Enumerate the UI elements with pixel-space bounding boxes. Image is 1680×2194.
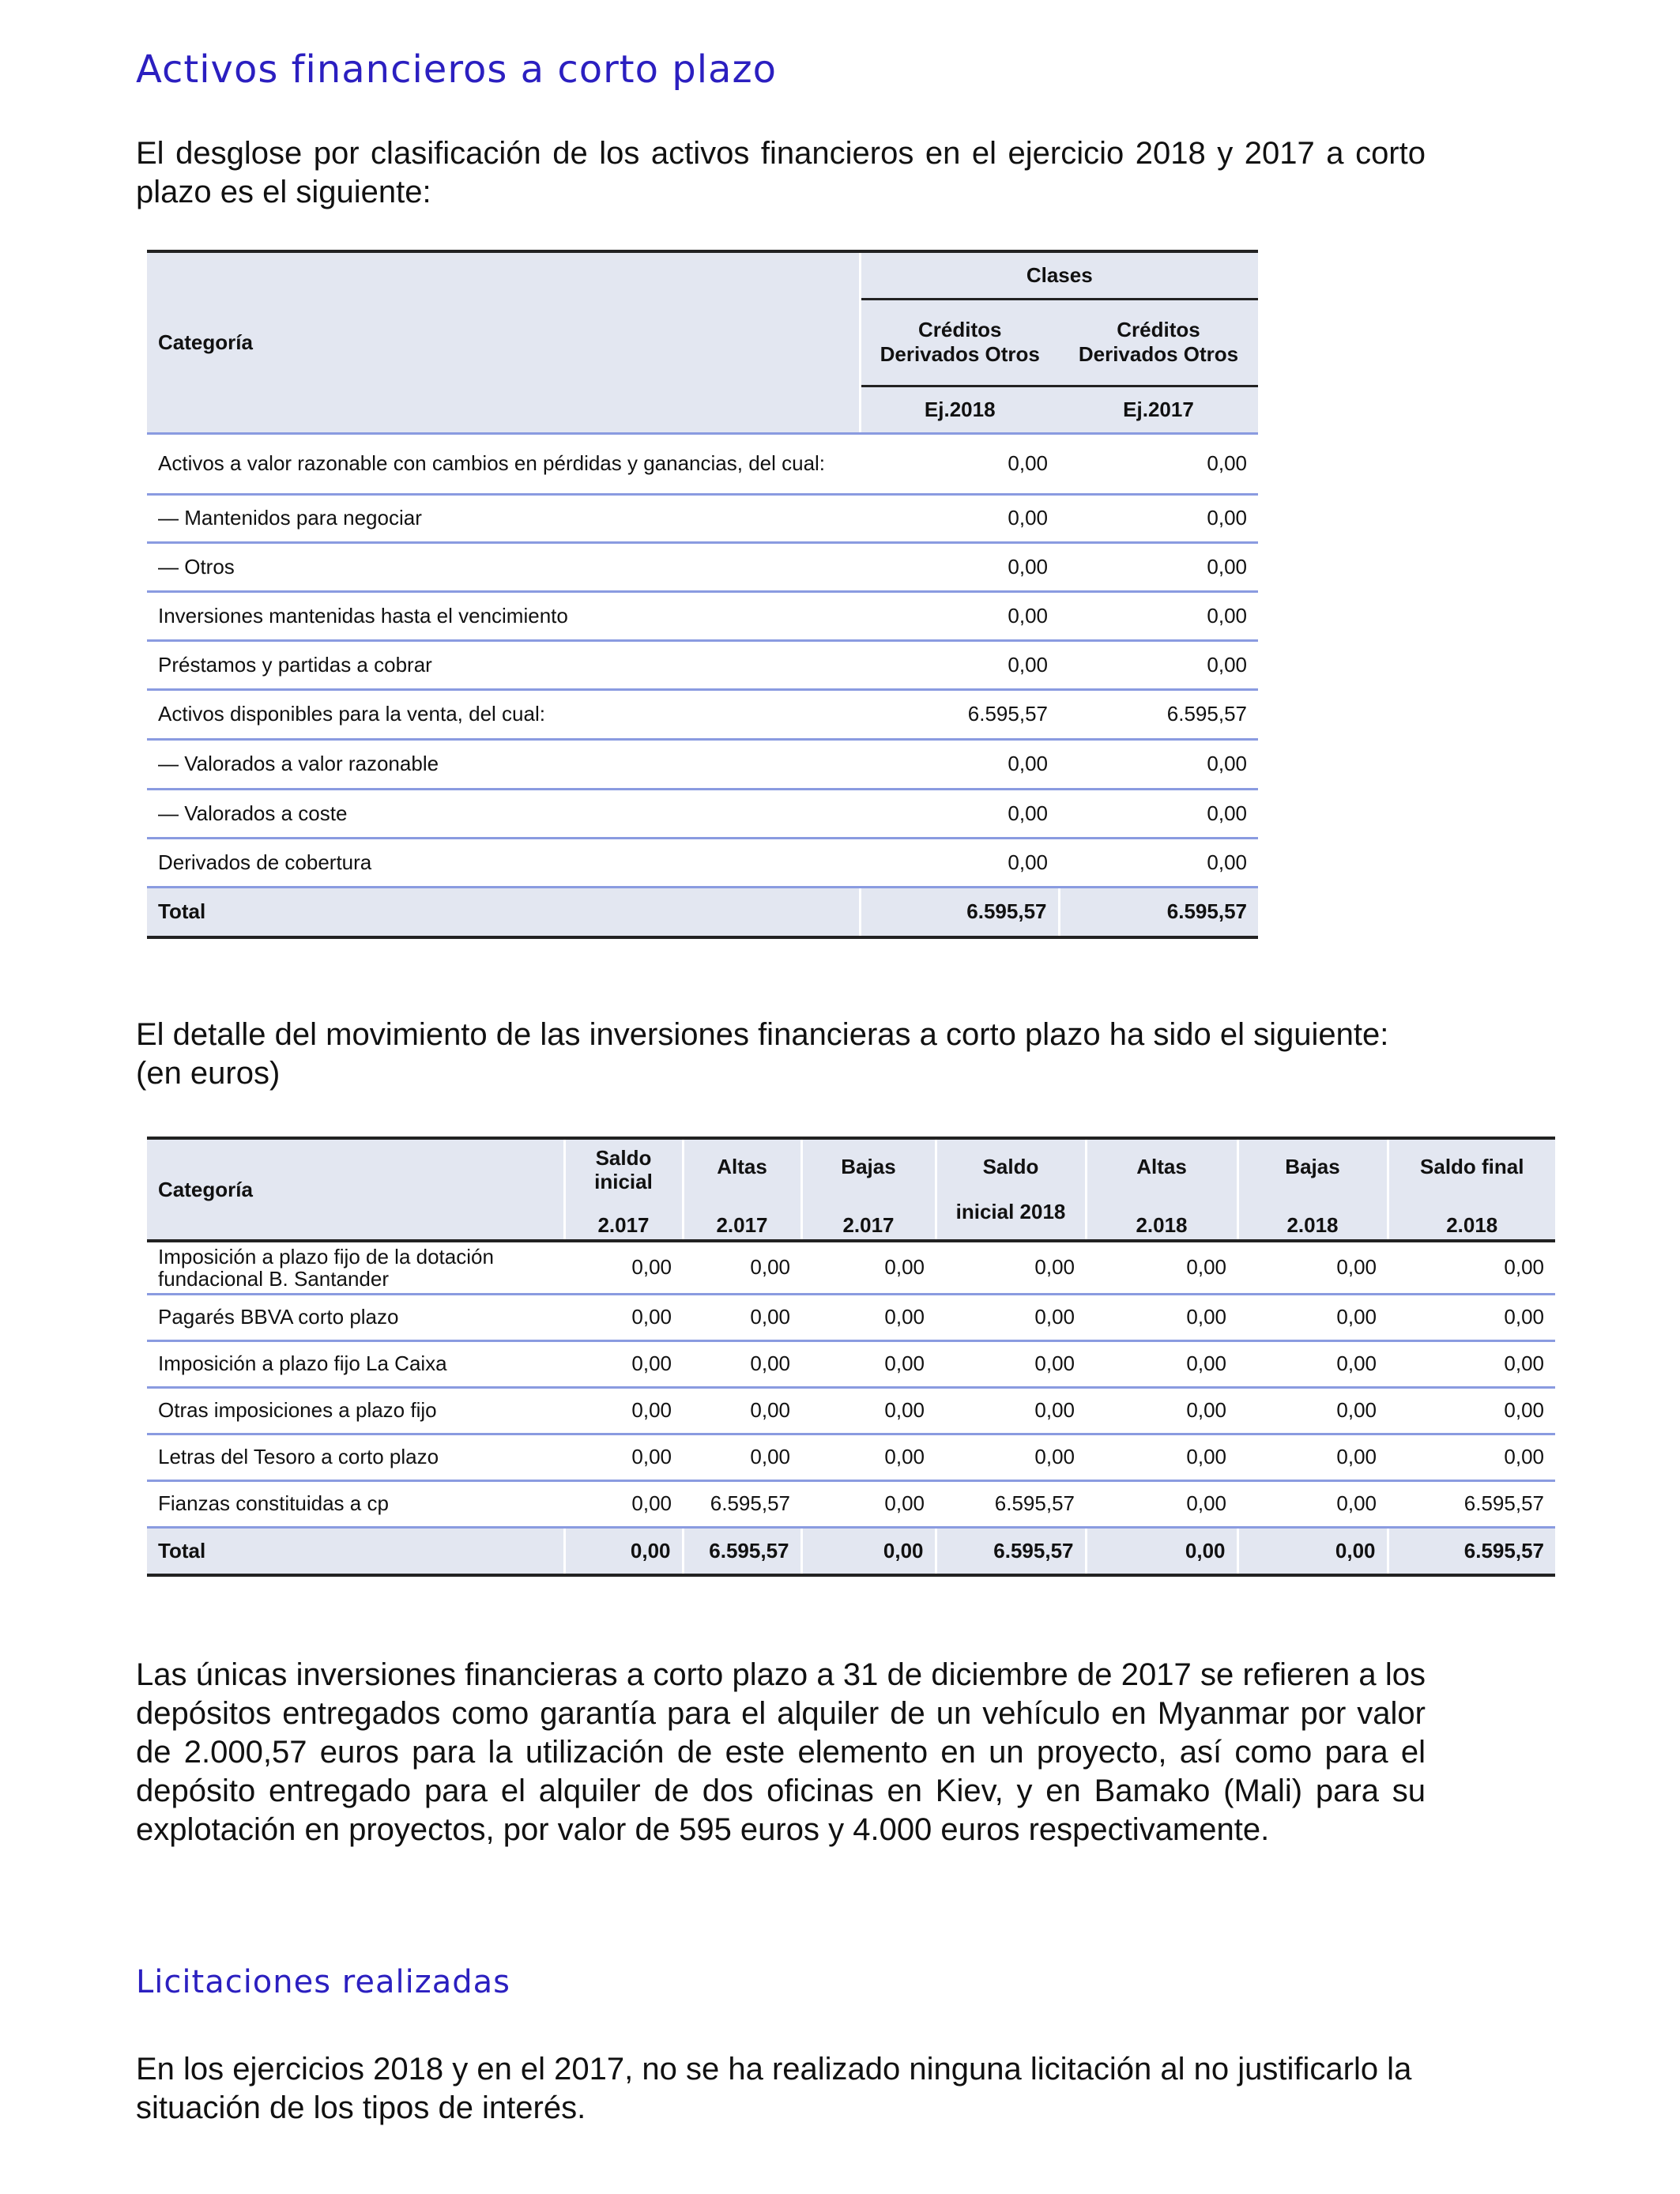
col-header-top: Saldo final [1388,1138,1555,1193]
col-header-top: Bajas [1237,1138,1388,1193]
col-header-bottom: 2.017 [564,1193,683,1241]
table-total-row [147,887,1258,937]
cell-value: 0,00 [801,1241,936,1294]
row-label: — Mantenidos para negociar [147,494,860,542]
row-label: Derivados de cobertura [147,838,860,887]
value-2018: 0,00 [860,433,1059,494]
table1-col1-header: Créditos Derivados Otros [860,299,1059,386]
total-value: 6.595,57 [1388,1527,1555,1575]
cell-value: 0,00 [564,1241,683,1294]
value-2018: 0,00 [860,640,1059,689]
col-header-top: Saldo inicial [564,1138,683,1193]
value-2017: 0,00 [1059,640,1258,689]
table2-category-header: Categoría [147,1138,564,1241]
cell-value: 0,00 [683,1387,801,1434]
total-value: 0,00 [801,1527,936,1575]
cell-value: 0,00 [801,1480,936,1527]
col-header-bottom: 2.018 [1388,1193,1555,1241]
table1-group-header: Clases [860,251,1258,299]
cell-value: 0,00 [1086,1241,1237,1294]
table-row [147,1434,1555,1480]
total-value: 0,00 [1086,1527,1237,1575]
value-2017: 0,00 [1059,542,1258,591]
cell-value: 0,00 [1086,1387,1237,1434]
table-row [147,433,1258,494]
table-row [147,1340,1555,1387]
cell-value: 0,00 [683,1340,801,1387]
cell-value: 0,00 [1086,1340,1237,1387]
col-header-bottom: 2.017 [683,1193,801,1241]
section-heading-licitaciones: Licitaciones realizadas [136,1964,510,2000]
row-label: Inversiones mantenidas hasta el vencimiento [147,591,860,640]
row-label: Imposición a plazo fijo La Caixa [147,1340,564,1387]
cell-value: 0,00 [1086,1434,1237,1480]
table1-col1-year: Ej.2018 [860,386,1059,433]
cell-value: 0,00 [683,1434,801,1480]
cell-value: 0,00 [1237,1340,1388,1387]
value-2018: 0,00 [860,739,1059,789]
intro-paragraph-1 [136,134,1426,212]
row-label: — Valorados a valor razonable [147,739,860,789]
total-label: Total [147,887,860,937]
cell-value: 0,00 [936,1340,1086,1387]
table-row [147,640,1258,689]
cell-value: 0,00 [936,1294,1086,1340]
cell-value: 0,00 [801,1387,936,1434]
table-row [147,542,1258,591]
col-header-bottom: 2.018 [1237,1193,1388,1241]
explanation-paragraph [136,1656,1426,1849]
total-value: 6.595,57 [936,1527,1086,1575]
explanation-text: Las únicas inversiones financieras a corto plazo a 31 de diciembre de 2017 se refieren a los depósitos entregados como garantía para el alquiler de un vehículo en Myanmar por valor de 2.000,57 euros para la utilización de este elemento en un proyecto, así como para el depósito entregado para el alquiler de dos oficinas en Kiev, y en Bamako (Mali) para su explotación en proyectos, por valor de 595 euros y 4.000 euros respectivamente. [136,1657,1426,1847]
cell-value: 0,00 [564,1294,683,1340]
cell-value: 0,00 [801,1294,936,1340]
cell-value: 0,00 [1237,1387,1388,1434]
col-header-bottom: inicial 2018 [936,1193,1086,1241]
total-2018: 6.595,57 [860,887,1059,937]
value-2018: 0,00 [860,838,1059,887]
intro-line-1: El detalle del movimiento de las inversiones financieras a corto plazo ha sido el siguiente: [136,1017,1389,1052]
total-value: 0,00 [1237,1527,1388,1575]
col-header-bottom: 2.017 [801,1193,936,1241]
table-row [147,838,1258,887]
licitaciones-text: En los ejercicios 2018 y en el 2017, no se ha realizado ninguna licitación al no justificarlo la situación de los tipos de interés. [136,2052,1412,2125]
value-2017: 0,00 [1059,739,1258,789]
total-label: Total [147,1527,564,1575]
value-2018: 6.595,57 [860,689,1059,739]
cell-value: 0,00 [936,1387,1086,1434]
row-label: Otras imposiciones a plazo fijo [147,1387,564,1434]
value-2017: 0,00 [1059,433,1258,494]
cell-value: 0,00 [1086,1294,1237,1340]
cell-value: 0,00 [683,1294,801,1340]
value-2018: 0,00 [860,542,1059,591]
intro-paragraph-2 [136,1016,1388,1093]
cell-value: 0,00 [1388,1241,1555,1294]
value-2018: 0,00 [860,789,1059,838]
table-row [147,1480,1555,1527]
col-header-top: Altas [683,1138,801,1193]
cell-value: 0,00 [1237,1434,1388,1480]
table-total-row [147,1527,1555,1575]
row-label: Pagarés BBVA corto plazo [147,1294,564,1340]
col-header-top: Altas [1086,1138,1237,1193]
value-2017: 0,00 [1059,494,1258,542]
value-2017: 6.595,57 [1059,689,1258,739]
cell-value: 0,00 [564,1340,683,1387]
col-header-top: Saldo [936,1138,1086,1193]
cell-value: 0,00 [1388,1434,1555,1480]
value-2017: 0,00 [1059,838,1258,887]
value-2017: 0,00 [1059,789,1258,838]
cell-value: 0,00 [564,1480,683,1527]
value-2017: 0,00 [1059,591,1258,640]
cell-value: 0,00 [683,1241,801,1294]
row-label: Activos disponibles para la venta, del cual: [147,689,860,739]
movement-table [147,1137,1555,1577]
cell-value: 0,00 [936,1434,1086,1480]
value-2018: 0,00 [860,591,1059,640]
table1-category-header: Categoría [147,251,860,433]
cell-value: 0,00 [801,1434,936,1480]
cell-value: 0,00 [1237,1480,1388,1527]
cell-value: 0,00 [936,1241,1086,1294]
row-label: Imposición a plazo fijo de la dotación fundacional B. Santander [147,1241,564,1294]
cell-value: 0,00 [1086,1480,1237,1527]
table-row [147,591,1258,640]
page-title: Activos financieros a corto plazo [136,47,778,92]
col-header-top: Bajas [801,1138,936,1193]
table-row [147,494,1258,542]
intro-line-2: (en euros) [136,1056,281,1091]
row-label: — Otros [147,542,860,591]
row-label: Activos a valor razonable con cambios en pérdidas y ganancias, del cual: [147,433,860,494]
total-value: 6.595,57 [683,1527,801,1575]
financial-assets-table [147,250,1258,939]
cell-value: 0,00 [1388,1294,1555,1340]
table-row [147,689,1258,739]
cell-value: 6.595,57 [683,1480,801,1527]
cell-value: 0,00 [1388,1387,1555,1434]
table1-col2-year: Ej.2017 [1059,386,1258,433]
row-label: Fianzas constituidas a cp [147,1480,564,1527]
cell-value: 6.595,57 [1388,1480,1555,1527]
cell-value: 0,00 [1388,1340,1555,1387]
licitaciones-paragraph [136,2050,1426,2128]
table-row [147,789,1258,838]
value-2018: 0,00 [860,494,1059,542]
table-row [147,1241,1555,1294]
table-row [147,1387,1555,1434]
total-value: 0,00 [564,1527,683,1575]
total-2017: 6.595,57 [1059,887,1258,937]
cell-value: 0,00 [564,1434,683,1480]
row-label: — Valorados a coste [147,789,860,838]
table1-col2-header: Créditos Derivados Otros [1059,299,1258,386]
cell-value: 0,00 [801,1340,936,1387]
cell-value: 0,00 [1237,1294,1388,1340]
row-label: Préstamos y partidas a cobrar [147,640,860,689]
intro-text: El desglose por clasificación de los activos financieros en el ejercicio 2018 y 2017 a corto plazo es el siguiente: [136,136,1426,209]
row-label: Letras del Tesoro a corto plazo [147,1434,564,1480]
cell-value: 0,00 [1237,1241,1388,1294]
col-header-bottom: 2.018 [1086,1193,1237,1241]
table-row [147,739,1258,789]
cell-value: 0,00 [564,1387,683,1434]
table-row [147,1294,1555,1340]
cell-value: 6.595,57 [936,1480,1086,1527]
